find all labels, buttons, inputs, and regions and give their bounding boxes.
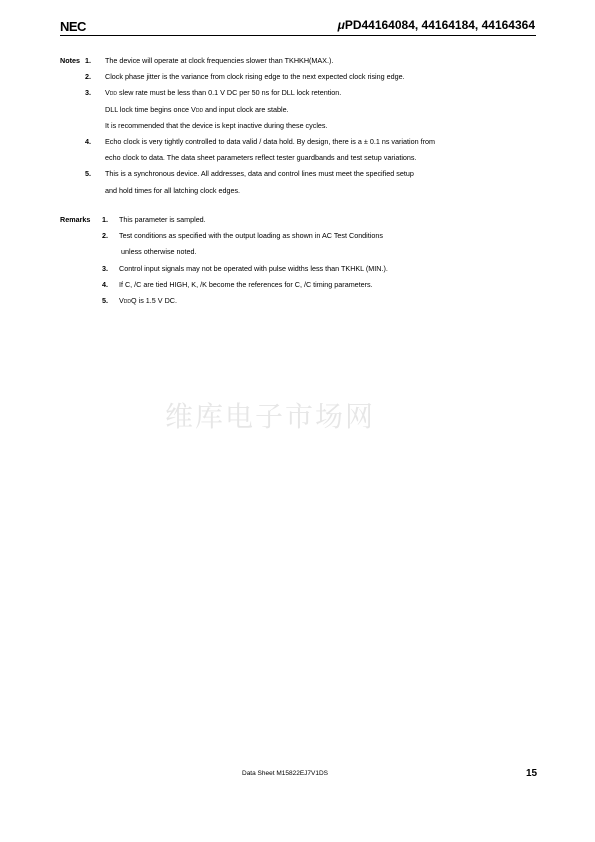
remark-text: Test conditions as specified with the output loading as shown in AC Test Conditions bbox=[119, 231, 383, 241]
remark-heading: Remarks bbox=[60, 215, 91, 224]
note-text: DLL lock time begins once VDD and input clock are stable. bbox=[105, 104, 289, 114]
vdd-subscript: DD bbox=[195, 107, 204, 114]
note-line bbox=[60, 69, 540, 85]
note-line bbox=[60, 102, 540, 118]
watermark: 维库电子市场网 bbox=[165, 400, 376, 433]
remark-line bbox=[60, 277, 540, 293]
remark-line bbox=[60, 212, 540, 228]
note-text: VDD slew rate must be less than 0.1 V DC per 50 ns for DLL lock retention. bbox=[105, 88, 342, 98]
note-text: echo clock to data. The data sheet parameters reflect tester guardbands and test setup variations. bbox=[105, 153, 417, 163]
remark-number: 2. bbox=[102, 231, 108, 241]
remark-text: Control input signals may not be operated with pulse widths less than TKHKL (MIN.). bbox=[119, 263, 388, 273]
note-number: 2. bbox=[85, 72, 91, 82]
note-line bbox=[60, 85, 540, 101]
document-title bbox=[338, 18, 535, 32]
mu-prefix: μ bbox=[337, 18, 345, 32]
note-text: The device will operate at clock frequencies slower than TKHKH(MAX.). bbox=[105, 56, 334, 65]
note-text: It is recommended that the device is kept inactive during these cycles. bbox=[105, 120, 328, 130]
part-numbers: PD44164084, 44164184, 44164364 bbox=[344, 18, 535, 32]
remark-text: If C, /C are tied HIGH, K, /K become the references for C, /C timing parameters. bbox=[119, 279, 373, 289]
note-text: and hold times for all latching clock edges. bbox=[105, 185, 241, 195]
note-line bbox=[60, 134, 540, 150]
nec-logo: NEC bbox=[60, 19, 86, 34]
vdd-subscript: DD bbox=[109, 91, 118, 98]
remark-line bbox=[60, 293, 540, 309]
note-line bbox=[60, 183, 540, 199]
remark-line bbox=[60, 261, 540, 277]
remark-text: VDDQ is 1.5 V DC. bbox=[119, 295, 177, 305]
note-text: Echo clock is very tightly controlled to data valid / data hold. By design, there is a ± 0.1 ns variation from bbox=[105, 136, 435, 146]
remark-line bbox=[60, 244, 540, 260]
vdd-subscript: DD bbox=[123, 298, 132, 305]
note-number: 5. bbox=[85, 169, 91, 179]
remark-line bbox=[60, 228, 540, 244]
note-text: Clock phase jitter is the variance from clock rising edge to the next expected clock rising edge. bbox=[105, 72, 405, 82]
note-text: This is a synchronous device. All addresses, data and control lines must meet the specified setup bbox=[105, 169, 414, 179]
page-header bbox=[60, 17, 535, 37]
remark-number: 4. bbox=[102, 279, 108, 289]
page-number: 15 bbox=[526, 768, 538, 779]
note-line bbox=[60, 166, 540, 182]
note-line bbox=[60, 118, 540, 134]
note-line bbox=[60, 150, 540, 166]
remark-number: 1. bbox=[102, 215, 108, 224]
remark-number: 5. bbox=[102, 295, 108, 305]
note-line bbox=[60, 53, 540, 69]
note-number: 3. bbox=[85, 88, 91, 98]
remarks-section bbox=[60, 212, 540, 309]
note-heading: Notes bbox=[60, 56, 80, 65]
remark-text: unless otherwise noted. bbox=[121, 247, 197, 257]
note-number: 4. bbox=[85, 136, 91, 146]
note-number: 1. bbox=[85, 56, 91, 65]
footer-doc-id: Data Sheet M15822EJ7V1DS bbox=[242, 770, 328, 777]
remark-number: 3. bbox=[102, 263, 108, 273]
remark-text: This parameter is sampled. bbox=[119, 215, 206, 224]
notes-section bbox=[60, 53, 540, 199]
header-rule bbox=[60, 35, 536, 36]
